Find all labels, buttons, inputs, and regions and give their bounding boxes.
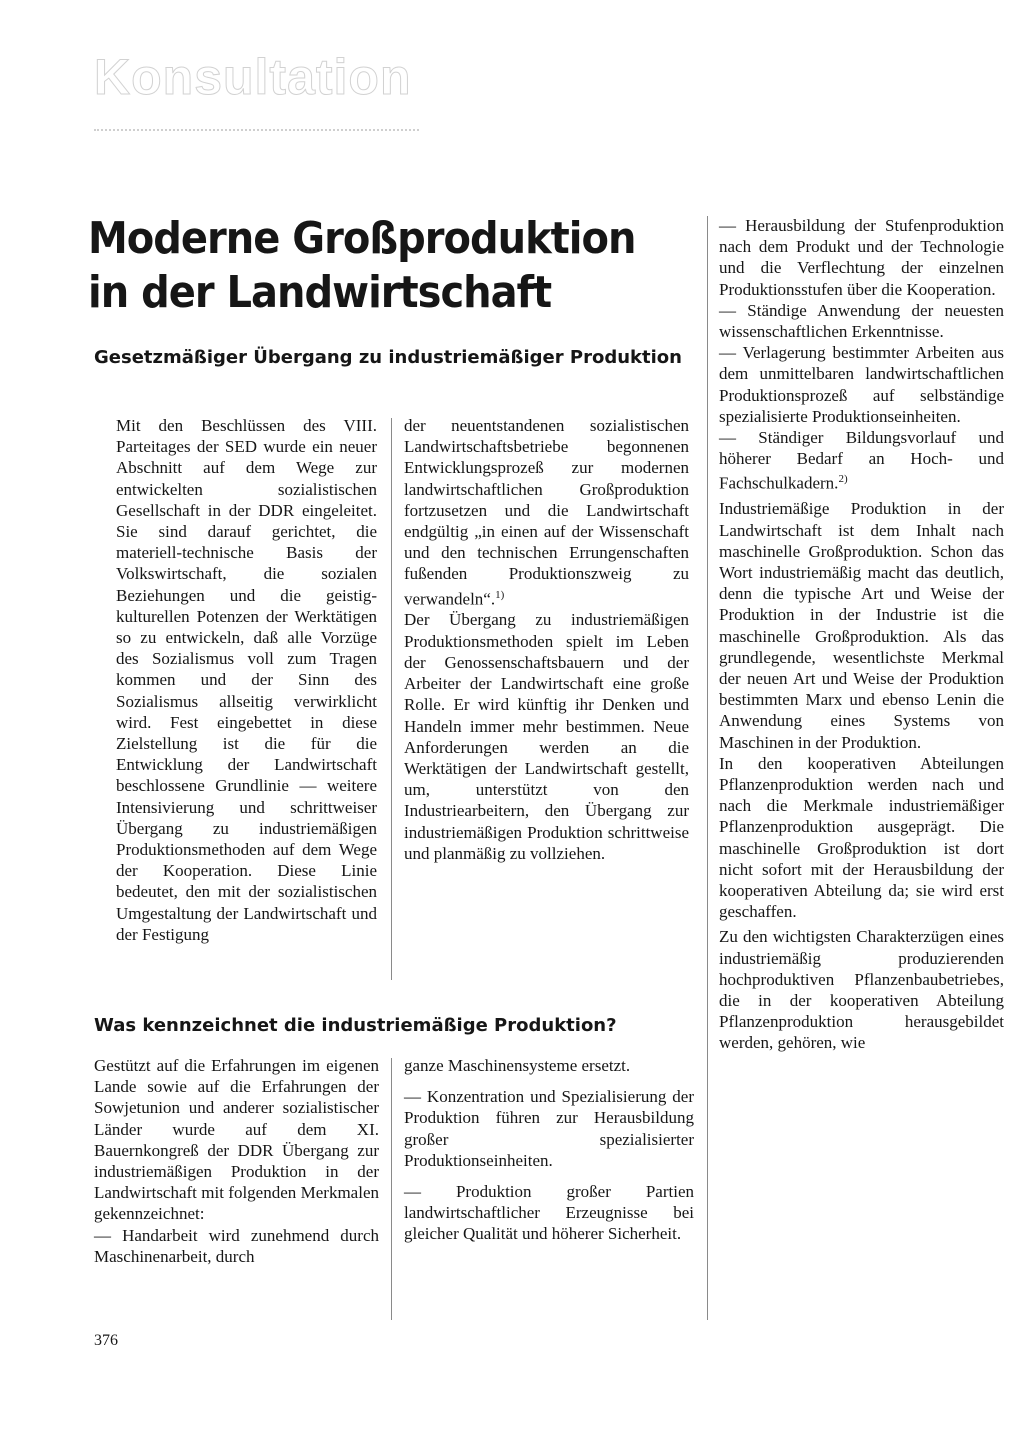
column-rule: [391, 1058, 392, 1320]
column-1-upper: [116, 415, 377, 945]
list-item: — Handarbeit wird zunehmend durch Maschinenarbeit, durch: [94, 1225, 379, 1266]
article-title-line-2: in der Landwirtschaft: [88, 268, 552, 318]
list-item: — Herausbildung der Stufenproduktion nach dem Produkt und der Technologie und die Verflechtung der einzelnen Produktionsstufen über die Kooperation.: [719, 216, 1004, 299]
paragraph: Zu den wichtigsten Charakterzügen eines industriemäßig produzierenden hochproduktiven Pflanzenbaubetriebes, die in der kooperativen Abteilung Pflanzenproduktion herausgebildet werden, gehören, wie: [719, 927, 1004, 1053]
list-item: — Ständiger Bildungsvorlauf und höherer Bedarf an Hoch- und Fachschulkadern.$^{2)}$: [719, 428, 1004, 494]
paragraph: der neuentstandenen sozialistischen Landwirtschaftsbetriebe begonnenen Entwicklungsprozeß zur modernen landwirtschaftlichen Großproduktion fortzusetzen und die Landwirtschaft endgültig „in einen auf der Wissenschaft und den technischen Errungenschaften fußenden Produktionszweig zu verwandeln“.$^{1)}$: [404, 416, 689, 609]
paragraph: Gestützt auf die Erfahrungen im eigenen Lande sowie auf die Erfahrungen der Sowjetunion und anderer sozialistischer Länder wurde auf dem XI. Bauernkongreß der DDR Übergang zur industriemäßigen Produktion in der Landwirtschaft mit folgenden Merkmalen gekennzeichnet:: [94, 1056, 379, 1224]
article-title: [88, 212, 688, 320]
column-rule: [707, 216, 708, 1320]
column-3: [719, 215, 1004, 1054]
paragraph: Der Übergang zu industriemäßigen Produktionsmethoden spielt im Leben der Genossenschaftsbauern und der Arbeiter der Landwirtschaft eine große Rolle. Er wird künftig ihr Denken und Handeln immer mehr bestimmen. Neue Anforderungen werden an die Werktätigen der Landwirtschaft gestellt, um, unterstützt von den Industriearbeitern, den Übergang zur industriemäßigen Produktion schrittweise und planmäßig zu vollziehen.: [404, 610, 689, 863]
kicker-rule: [94, 129, 419, 131]
article-title-line-1: Moderne Großproduktion: [88, 214, 636, 264]
footnote-ref: 1): [495, 588, 505, 601]
column-rule: [391, 418, 392, 980]
column-2-upper: [404, 415, 689, 864]
list-item: — Ständige Anwendung der neuesten wissenschaftlichen Erkenntnisse.: [719, 300, 1004, 342]
column-1-lower: [94, 1055, 379, 1267]
list-item-continuation: ganze Maschinensysteme ersetzt.: [404, 1056, 631, 1075]
paragraph: Industriemäßige Produktion in der Landwirtschaft ist dem Inhalt nach maschinelle Großproduktion. Schon das Wort industriemäßig macht das deutlich, denn die typische Art und Weise der Produktion in der Industrie ist die maschinelle Großproduktion. Als das grundlegende, wesentlichste Merkmal der neuen Art und Weise der Produktion bestimmten Marx und ebenso Lenin die Anwendung eines Systems von Maschinen in der Produktion.: [719, 499, 1004, 752]
footnote-ref: 2): [838, 473, 848, 486]
paragraph: Mit den Beschlüssen des VIII. Parteitages der SED wurde ein neuer Abschnitt auf dem Wege zur entwickelten sozialistischen Gesellschaft in der DDR eingeleitet. Sie sind darauf gerichtet, die materiell-technische Basis der Volkswirtschaft, die sozialen Beziehungen und die geistig-kulturellen Potenzen der Werktätigen so zu entwickeln, daß alle Vorzüge des Sozialismus voll zum Tragen kommen und der Sinn des Sozialismus allseitig verwirklicht wird. Fest eingebettet in diese Zielstellung ist die für die Entwicklung der Landwirtschaft beschlossene Grundlinie — weitere Intensivierung und schrittweiser Übergang zu industriemäßigen Produktionsmethoden auf dem Wege der Kooperation. Diese Linie bedeutet, den mit der sozialistischen Umgestaltung der Landwirtschaft und der Festigung: [116, 416, 377, 944]
paragraph: In den kooperativen Abteilungen Pflanzenproduktion werden nach und nach die Merkmale industriemäßiger Pflanzenproduktion ausgeprägt. Die maschinelle Großproduktion ist dort nicht sofort mit der Herausbildung der kooperativen Abteilung da; sie wird erst geschaffen.: [719, 753, 1004, 922]
list-item: — Produktion großer Partien landwirtschaftlicher Erzeugnisse bei gleicher Qualität und höherer Sicherheit.: [404, 1182, 694, 1244]
section-kicker: Konsultation: [94, 52, 412, 102]
list-item: — Verlagerung bestimmter Arbeiten aus dem unmittelbaren landwirtschaftlichen Produktionsprozeß auf selbständige spezialisierte Produktionseinheiten.: [719, 343, 1004, 426]
article-subtitle: Gesetzmäßiger Übergang zu industriemäßiger Produktion: [94, 347, 682, 368]
section-heading: Was kennzeichnet die industriemäßige Produktion?: [94, 1015, 617, 1036]
list-item: — Konzentration und Spezialisierung der Produktion führen zur Herausbildung großer spezialisierter Produktionseinheiten.: [404, 1087, 694, 1170]
page-number: 376: [94, 1332, 118, 1349]
column-2-lower: [404, 1055, 694, 1245]
